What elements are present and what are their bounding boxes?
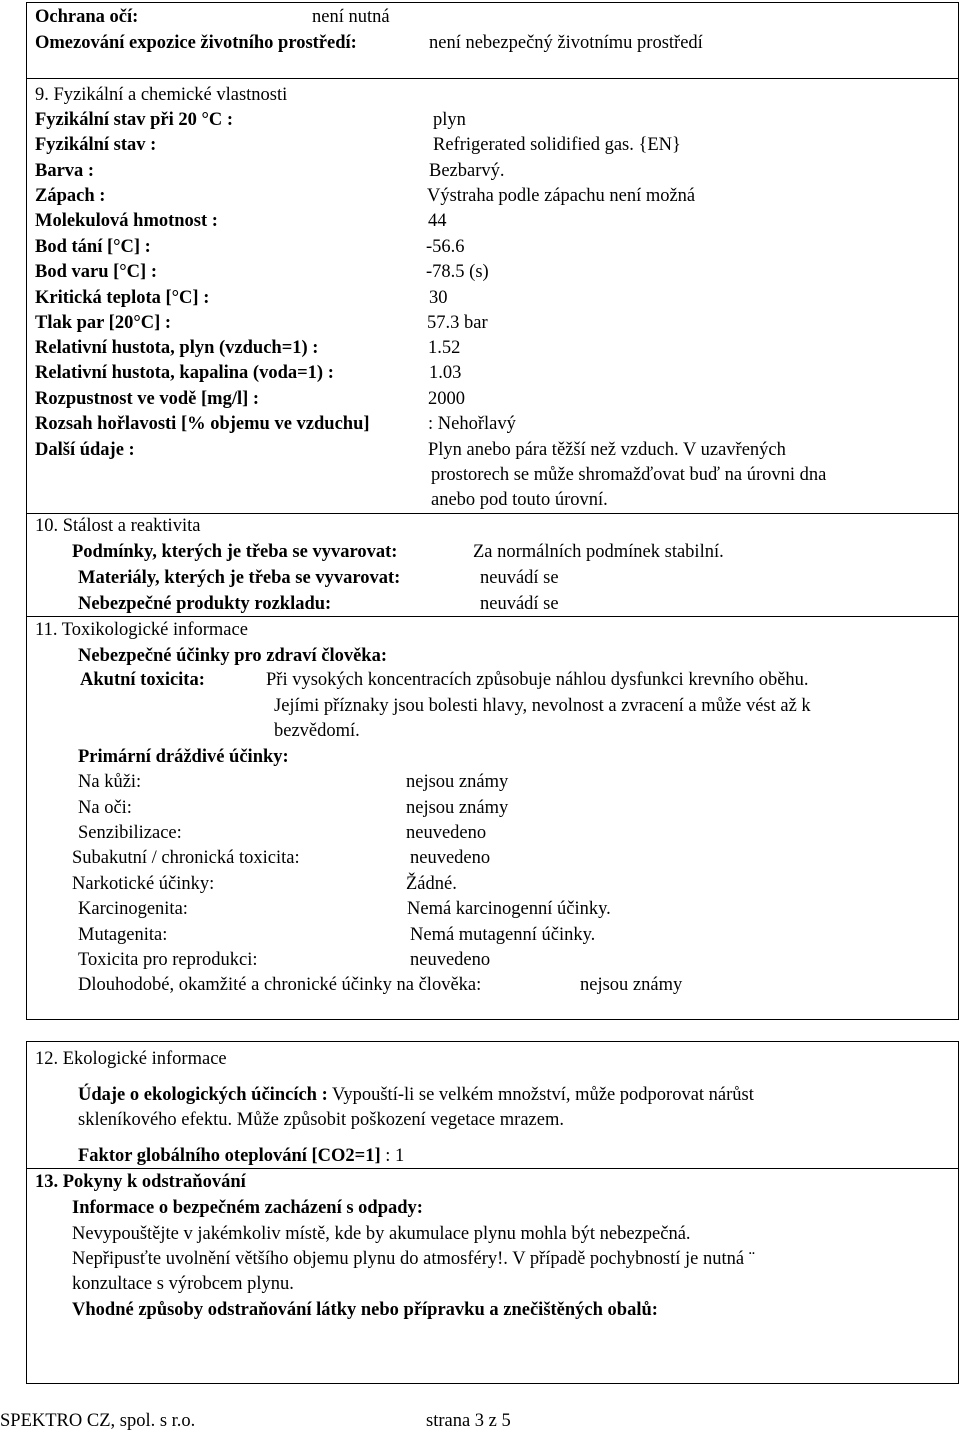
property-value: 1.03 [429, 363, 462, 383]
gwp-label: Faktor globálního oteplování [CO2=1] [78, 1146, 381, 1166]
property-value: Bezbarvý. [429, 161, 505, 181]
property-value: Výstraha podle zápachu není možná [427, 186, 696, 206]
property-label: Tlak par [20°C] : [35, 313, 172, 333]
property-label: Relativní hustota, plyn (vzduch=1) : [35, 338, 319, 358]
property-label: Kritická teplota [°C] : [35, 288, 210, 308]
toxicology-value: nejsou známy [406, 798, 509, 818]
toxicology-label: Dlouhodobé, okamžité a chronické účinky na člověka: [78, 975, 482, 995]
property-value: -56.6 [426, 237, 465, 257]
conditions-to-avoid-label: Podmínky, kterých je třeba se vyvarovat: [72, 542, 398, 562]
disposal-methods-heading: Vhodné způsoby odstraňování látky nebo přípravku a znečištěných obalů: [72, 1300, 658, 1320]
toxicology-value: Nemá karcinogenní účinky. [407, 899, 611, 919]
toxicology-value: neuvedeno [406, 823, 487, 843]
toxicology-value: neuvedeno [410, 950, 491, 970]
waste-handling-line: konzultace s výrobcem plynu. [72, 1274, 294, 1294]
conditions-to-avoid-value: Za normálních podmínek stabilní. [473, 542, 724, 562]
property-label: Barva : [35, 161, 95, 181]
materials-to-avoid-label: Materiály, kterých je třeba se vyvarovat: [78, 568, 401, 588]
materials-to-avoid-value: neuvádí se [480, 568, 559, 588]
toxicology-label: Karcinogenita: [78, 899, 188, 919]
decomposition-products-label: Nebezpečné produkty rozkladu: [78, 594, 332, 614]
toxicology-label: Subakutní / chronická toxicita: [72, 848, 300, 868]
decomposition-products-value: neuvádí se [480, 594, 559, 614]
toxicology-label: Toxicita pro reprodukci: [78, 950, 258, 970]
acute-toxicity-line: Jejími příznaky jsou bolesti hlavy, nevolnost a zvracení a může vést až k [274, 696, 811, 716]
other-info-line: prostorech se může shromažďovat buď na úrovni dna [431, 465, 827, 485]
toxicology-label: Na kůži: [78, 772, 142, 792]
health-effects-heading: Nebezpečné účinky pro zdraví člověka: [78, 646, 387, 666]
toxicology-label: Mutagenita: [78, 925, 168, 945]
section-9-heading: 9. Fyzikální a chemické vlastnosti [35, 85, 288, 105]
toxicology-value: Nemá mutagenní účinky. [410, 925, 596, 945]
ecological-effects-label: Údaje o ekologických účincích : [78, 1085, 328, 1105]
other-info-line: anebo pod touto úrovní. [431, 490, 608, 510]
property-label: Fyzikální stav při 20 °C : [35, 110, 234, 130]
property-label: Relativní hustota, kapalina (voda=1) : [35, 363, 334, 383]
waste-handling-heading: Informace o bezpečném zacházení s odpady: [72, 1198, 423, 1218]
eyes-protection-value: není nutná [312, 7, 390, 27]
waste-handling-line: Nevypouštějte v jakémkoliv místě, kde by akumulace plynu mohla být nebezpečná. [72, 1224, 691, 1244]
section-10-heading: 10. Stálost a reaktivita [35, 516, 201, 536]
property-label: Fyzikální stav : [35, 135, 157, 155]
divider-section-10-11 [26, 616, 959, 617]
flammability-value: : Nehořlavý [428, 414, 516, 434]
ecological-effects-continuation: skleníkového efektu. Může způsobit poškození vegetace mrazem. [78, 1110, 564, 1130]
property-value: Refrigerated solidified gas. {EN} [433, 135, 681, 155]
acute-toxicity-line: bezvědomí. [274, 721, 360, 741]
gwp-line [78, 1147, 404, 1166]
toxicology-label: Narkotické účinky: [72, 874, 215, 894]
divider-section-9-10 [26, 513, 959, 514]
section-12-heading: 12. Ekologické informace [35, 1049, 227, 1069]
eyes-protection-label: Ochrana očí: [35, 7, 139, 27]
other-info-line: Plyn anebo pára těžší než vzduch. V uzavřených [428, 440, 786, 460]
toxicology-value: Žádné. [406, 874, 457, 894]
property-label: Rozpustnost ve vodě [mg/l] : [35, 389, 260, 409]
env-exposure-value: není nebezpečný životnímu prostředí [429, 33, 703, 53]
toxicology-value: nejsou známy [580, 975, 683, 995]
acute-toxicity-line: Při vysokých koncentracích způsobuje náhlou dysfunkci krevního oběhu. [266, 670, 809, 690]
toxicology-value: nejsou známy [406, 772, 509, 792]
ecological-effects-line [78, 1086, 754, 1105]
section-11-heading: 11. Toxikologické informace [35, 620, 248, 640]
toxicology-value: neuvedeno [410, 848, 491, 868]
property-label: Zápach : [35, 186, 106, 206]
other-info-label: Další údaje : [35, 440, 135, 460]
ecological-effects-value: Vypouští-li se velkém množství, může podporovat nárůst [332, 1085, 754, 1105]
section-13-heading: 13. Pokyny k odstraňování [35, 1172, 246, 1192]
property-label: Bod varu [°C] : [35, 262, 157, 282]
property-label: Molekulová hmotnost : [35, 211, 218, 231]
property-value: -78.5 (s) [426, 262, 489, 282]
env-exposure-label: Omezování expozice životního prostředí: [35, 33, 357, 53]
flammability-label: Rozsah hořlavosti [% objemu ve vzduchu] [35, 414, 370, 434]
property-value: plyn [433, 110, 466, 130]
acute-toxicity-label: Akutní toxicita: [80, 670, 205, 690]
waste-handling-line: Nepřipusťte uvolnění většího objemu plynu do atmosféry!. V případě pochybností je nutná ¨ [72, 1249, 755, 1269]
property-value: 1.52 [428, 338, 461, 358]
property-label: Bod tání [°C] : [35, 237, 151, 257]
toxicology-label: Senzibilizace: [78, 823, 182, 843]
divider-section-12-13 [26, 1168, 959, 1169]
property-value: 2000 [428, 389, 465, 409]
footer-company: SPEKTRO CZ, spol. s r.o. [0, 1411, 196, 1431]
property-value: 44 [428, 211, 447, 231]
property-value: 57.3 bar [427, 313, 488, 333]
divider-section-8-9 [26, 78, 959, 79]
primary-irritation-heading: Primární dráždivé účinky: [78, 747, 289, 767]
gwp-value: : 1 [385, 1146, 405, 1166]
footer-page-number: strana 3 z 5 [426, 1411, 511, 1431]
toxicology-label: Na oči: [78, 798, 132, 818]
property-value: 30 [429, 288, 448, 308]
